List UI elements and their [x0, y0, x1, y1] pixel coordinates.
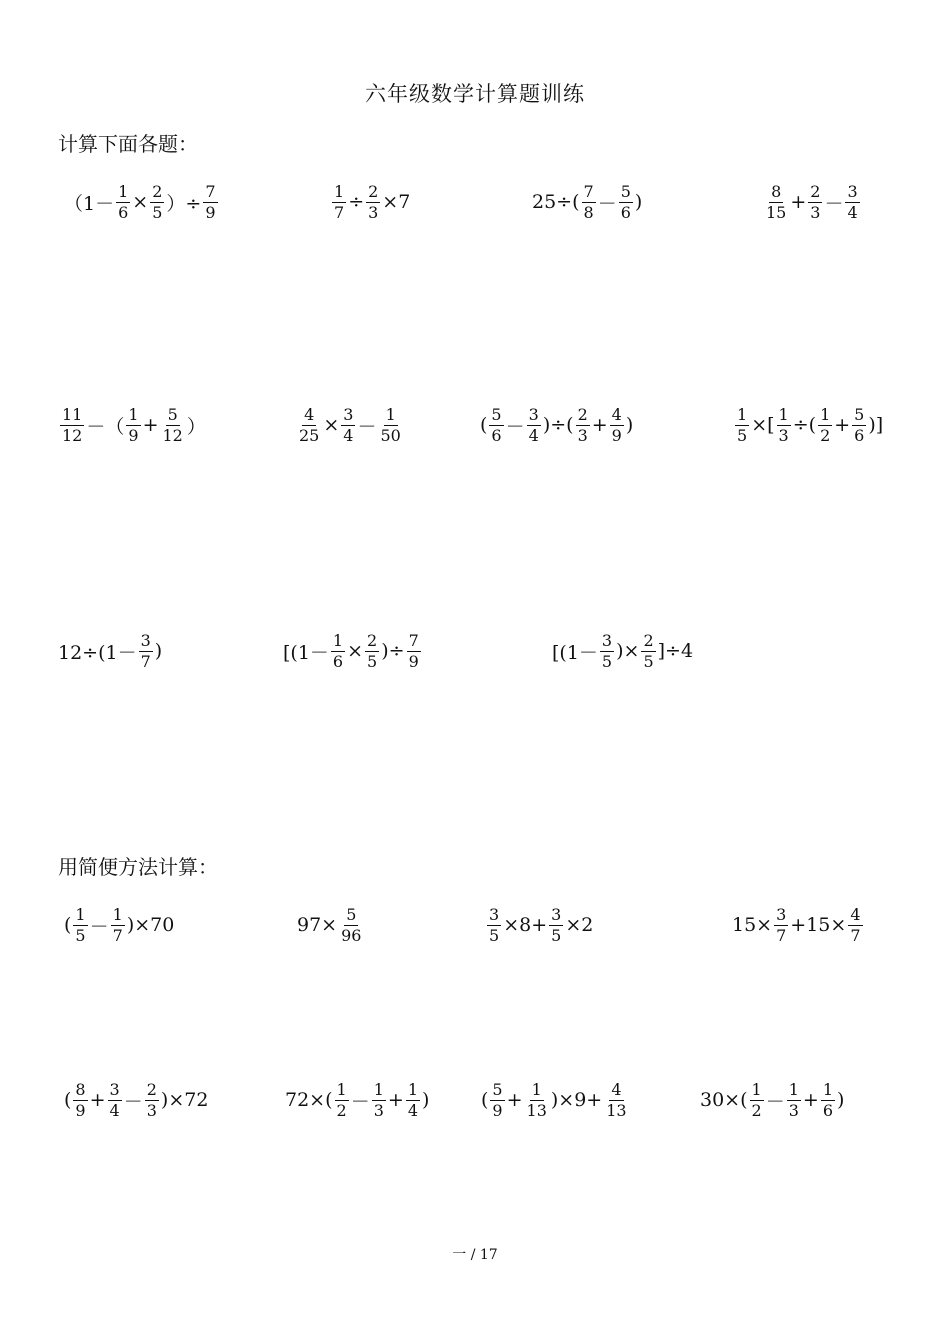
- fraction-denominator: 2: [751, 1100, 762, 1120]
- fraction: [335, 1080, 349, 1121]
- fraction-denominator: 2: [336, 1100, 347, 1120]
- expression-text: 97×: [297, 914, 338, 936]
- expression-text: －: [597, 192, 617, 215]
- section-heading-calculate: 计算下面各题：: [58, 132, 198, 156]
- fraction-denominator: 13: [526, 1100, 547, 1120]
- fraction-numerator: 8: [771, 181, 782, 201]
- math-problem: [732, 895, 865, 955]
- expression-text: －（: [86, 415, 125, 438]
- math-problem: [295, 395, 405, 455]
- fraction-numerator: 5: [346, 904, 357, 924]
- fraction-denominator: 3: [788, 1100, 799, 1120]
- fraction-numerator: 1: [531, 1079, 542, 1099]
- fraction: [160, 405, 184, 446]
- fraction-numerator: 4: [304, 404, 315, 424]
- fraction-numerator: 11: [62, 404, 83, 424]
- expression-text: ）÷: [166, 192, 202, 215]
- fraction-denominator: 12: [62, 425, 83, 445]
- expression-text: －: [123, 1090, 143, 1113]
- fraction: [845, 182, 859, 223]
- math-problem: [481, 1070, 631, 1130]
- math-problem: [283, 621, 423, 681]
- expression-text: ): [837, 1089, 845, 1111]
- fraction-numerator: 5: [492, 1079, 503, 1099]
- fraction-denominator: 6: [822, 1100, 834, 1120]
- fraction-denominator: 3: [373, 1100, 384, 1120]
- fraction-numerator: 7: [408, 630, 419, 650]
- expression-text: ×2: [565, 914, 594, 936]
- fraction-numerator: 3: [140, 630, 151, 650]
- expression-text: [(1－: [552, 641, 598, 664]
- fraction-denominator: 5: [75, 925, 86, 945]
- expression-text: ]÷4: [657, 640, 694, 662]
- expression-text: +: [802, 1089, 819, 1111]
- fraction-denominator: 5: [152, 202, 163, 222]
- fraction-numerator: 8: [75, 1079, 86, 1099]
- expression-text: －: [824, 192, 844, 215]
- fraction: [582, 182, 596, 223]
- expression-text: 25÷(: [532, 191, 580, 213]
- fraction-numerator: 7: [205, 181, 216, 201]
- fraction-numerator: 3: [847, 181, 858, 201]
- fraction-denominator: 15: [766, 202, 787, 222]
- fraction: [525, 1080, 549, 1121]
- expression-text: ×8+: [503, 914, 548, 936]
- expression-text: +: [834, 414, 851, 436]
- expression-text: (: [64, 914, 72, 936]
- fraction: [641, 631, 655, 672]
- fraction: [735, 405, 749, 446]
- fraction-denominator: 6: [332, 651, 344, 671]
- expression-text: ÷: [348, 191, 365, 213]
- fraction-denominator: 50: [380, 425, 401, 445]
- fraction-denominator: 3: [146, 1100, 157, 1120]
- expression-text: )×: [616, 640, 640, 662]
- fraction-denominator: 5: [367, 651, 378, 671]
- expression-text: +15×: [790, 914, 847, 936]
- fraction: [490, 1080, 504, 1121]
- expression-text: )]: [868, 414, 884, 436]
- math-problem: [64, 895, 174, 955]
- expression-text: 15×: [732, 914, 773, 936]
- fraction-numerator: 5: [620, 181, 631, 201]
- fraction: [366, 182, 380, 223]
- fraction-numerator: 3: [343, 404, 354, 424]
- fraction: [818, 405, 832, 446]
- fraction-numerator: 1: [373, 1079, 384, 1099]
- expression-text: 72×(: [285, 1089, 333, 1111]
- fraction-denominator: 6: [491, 425, 502, 445]
- math-problem: [485, 895, 593, 955]
- math-problem: [552, 621, 693, 681]
- expression-text: －: [505, 415, 525, 438]
- fraction-numerator: 3: [528, 404, 539, 424]
- fraction-numerator: 1: [788, 1079, 799, 1099]
- math-problem: [762, 172, 862, 232]
- fraction-numerator: 1: [407, 1079, 419, 1099]
- expression-text: )×9+: [550, 1089, 603, 1111]
- problem-row: [0, 395, 950, 455]
- fraction: [150, 182, 164, 223]
- expression-text: －: [350, 1090, 370, 1113]
- fraction-denominator: 13: [606, 1100, 627, 1120]
- expression-text: （1－: [64, 192, 115, 215]
- fraction: [297, 405, 321, 446]
- fraction-denominator: 9: [205, 202, 216, 222]
- expression-text: +: [387, 1089, 404, 1111]
- fraction-denominator: 9: [611, 425, 622, 445]
- fraction-denominator: 7: [334, 202, 345, 222]
- fraction-denominator: 5: [601, 651, 613, 671]
- expression-text: (: [481, 1089, 489, 1111]
- fraction: [487, 905, 501, 946]
- fraction: [331, 631, 345, 672]
- fraction-numerator: 1: [336, 1079, 347, 1099]
- fraction-denominator: 7: [112, 925, 123, 945]
- expression-text: [(1－: [283, 641, 329, 664]
- fraction: [407, 631, 421, 672]
- fraction: [372, 1080, 386, 1121]
- problem-row: [0, 895, 950, 955]
- fraction: [619, 182, 633, 223]
- fraction: [764, 182, 788, 223]
- fraction: [73, 1080, 87, 1121]
- fraction-denominator: 9: [492, 1100, 503, 1120]
- fraction: [774, 905, 788, 946]
- page-number: 一 / 17: [452, 1247, 498, 1263]
- expression-text: 30×(: [700, 1089, 748, 1111]
- fraction: [111, 905, 125, 946]
- expression-text: +: [591, 414, 608, 436]
- section-heading-simplify: 用简便方法计算：: [58, 855, 218, 879]
- expression-text: ): [154, 640, 163, 662]
- fraction-denominator: 6: [854, 425, 865, 445]
- fraction: [126, 405, 140, 446]
- fraction-numerator: 4: [611, 404, 622, 424]
- fraction-numerator: 2: [146, 1079, 157, 1099]
- expression-text: ÷(: [792, 414, 817, 436]
- fraction-denominator: 3: [577, 425, 588, 445]
- fraction-numerator: 2: [810, 181, 821, 201]
- fraction-denominator: 9: [75, 1100, 86, 1120]
- fraction-numerator: 5: [854, 404, 865, 424]
- expression-text: ×7: [382, 191, 411, 213]
- fraction-numerator: 2: [367, 630, 378, 650]
- expression-text: －: [89, 915, 109, 938]
- expression-text: +: [89, 1089, 106, 1111]
- expression-text: ): [422, 1089, 430, 1111]
- expression-text: +: [790, 191, 807, 213]
- fraction-denominator: 5: [551, 925, 562, 945]
- fraction-numerator: 4: [850, 904, 861, 924]
- math-problem: [700, 1070, 844, 1130]
- fraction-numerator: 7: [583, 181, 594, 201]
- fraction-numerator: 5: [167, 404, 178, 424]
- math-problem: [297, 895, 365, 955]
- expression-text: 12÷(1－: [58, 641, 137, 664]
- fraction: [378, 405, 402, 446]
- math-problem: [733, 395, 883, 455]
- expression-text: ）: [186, 415, 206, 438]
- fraction-numerator: 1: [334, 181, 345, 201]
- problem-row: [0, 172, 950, 232]
- fraction: [852, 405, 866, 446]
- fraction-numerator: 3: [776, 904, 787, 924]
- math-problem: [58, 621, 162, 681]
- expression-text: +: [142, 414, 159, 436]
- fraction-denominator: 96: [341, 925, 362, 945]
- fraction-denominator: 3: [778, 425, 789, 445]
- fraction: [339, 905, 363, 946]
- fraction: [341, 405, 355, 446]
- fraction-numerator: 3: [489, 904, 500, 924]
- fraction-numerator: 1: [118, 181, 129, 201]
- expression-text: ×: [323, 414, 340, 436]
- fraction: [203, 182, 217, 223]
- fraction: [145, 1080, 159, 1121]
- fraction: [60, 405, 84, 446]
- expression-text: )×70: [126, 914, 175, 936]
- fraction-numerator: 2: [577, 404, 588, 424]
- fraction-numerator: 1: [112, 904, 123, 924]
- fraction: [406, 1080, 420, 1121]
- fraction-denominator: 5: [489, 925, 500, 945]
- fraction-denominator: 4: [407, 1100, 419, 1120]
- fraction: [139, 631, 153, 672]
- fraction-denominator: 5: [737, 425, 748, 445]
- fraction-denominator: 4: [343, 425, 354, 445]
- fraction: [600, 631, 614, 672]
- fraction: [610, 405, 624, 446]
- problem-row: [0, 621, 950, 681]
- math-problem: [532, 172, 642, 232]
- fraction-numerator: 3: [551, 904, 562, 924]
- expression-text: )÷(: [542, 414, 574, 436]
- fraction: [777, 405, 791, 446]
- fraction-numerator: 3: [601, 630, 613, 650]
- fraction: [365, 631, 379, 672]
- fraction-numerator: 1: [778, 404, 789, 424]
- fraction: [489, 405, 503, 446]
- fraction-numerator: 1: [822, 1079, 834, 1099]
- fraction-denominator: 5: [643, 651, 654, 671]
- fraction-denominator: 4: [528, 425, 539, 445]
- fraction: [787, 1080, 801, 1121]
- expression-text: ×: [347, 640, 364, 662]
- expression-text: ×: [132, 191, 149, 213]
- fraction: [108, 1080, 122, 1121]
- fraction: [549, 905, 563, 946]
- expression-text: ): [634, 191, 643, 213]
- fraction-denominator: 25: [299, 425, 320, 445]
- fraction-denominator: 7: [140, 651, 151, 671]
- fraction-numerator: 1: [737, 404, 748, 424]
- fraction-denominator: 9: [128, 425, 139, 445]
- expression-text: －: [765, 1090, 785, 1113]
- expression-text: )÷: [381, 640, 405, 662]
- expression-text: )×72: [160, 1089, 209, 1111]
- math-problem: [58, 395, 206, 455]
- fraction-denominator: 7: [850, 925, 861, 945]
- fraction-numerator: 1: [332, 630, 344, 650]
- fraction-numerator: 1: [128, 404, 139, 424]
- fraction-denominator: 3: [810, 202, 821, 222]
- fraction: [527, 405, 541, 446]
- fraction: [73, 905, 87, 946]
- fraction-numerator: 1: [820, 404, 831, 424]
- fraction-denominator: 8: [583, 202, 594, 222]
- expression-text: ): [625, 414, 634, 436]
- fraction-denominator: 6: [118, 202, 129, 222]
- fraction: [576, 405, 590, 446]
- math-problem: [285, 1070, 429, 1130]
- fraction-numerator: 5: [491, 404, 502, 424]
- expression-text: (: [480, 414, 488, 436]
- fraction-denominator: 4: [847, 202, 858, 222]
- fraction: [332, 182, 346, 223]
- fraction-numerator: 4: [611, 1079, 622, 1099]
- fraction-numerator: 1: [75, 904, 86, 924]
- fraction-denominator: 12: [162, 425, 183, 445]
- fraction-numerator: 2: [152, 181, 163, 201]
- fraction-denominator: 6: [620, 202, 631, 222]
- fraction-numerator: 1: [751, 1079, 762, 1099]
- expression-text: (: [64, 1089, 72, 1111]
- math-problem: [64, 1070, 208, 1130]
- fraction-numerator: 1: [385, 404, 396, 424]
- fraction-numerator: 3: [109, 1079, 120, 1099]
- fraction: [116, 182, 130, 223]
- fraction-numerator: 2: [643, 630, 654, 650]
- fraction-denominator: 3: [368, 202, 379, 222]
- expression-text: +: [506, 1089, 523, 1111]
- math-problem: [480, 395, 633, 455]
- fraction: [808, 182, 822, 223]
- fraction-denominator: 9: [408, 651, 419, 671]
- expression-text: －: [357, 415, 377, 438]
- fraction-denominator: 4: [109, 1100, 120, 1120]
- fraction: [750, 1080, 764, 1121]
- fraction: [848, 905, 862, 946]
- page-title: 六年级数学计算题训练: [365, 82, 585, 106]
- problem-row: [0, 1070, 950, 1130]
- math-problem: [330, 172, 410, 232]
- math-problem: [64, 172, 220, 232]
- expression-text: ×[: [751, 414, 775, 436]
- fraction: [821, 1080, 835, 1121]
- fraction: [604, 1080, 628, 1121]
- fraction-denominator: 7: [776, 925, 787, 945]
- fraction-numerator: 2: [368, 181, 379, 201]
- fraction-denominator: 2: [820, 425, 831, 445]
